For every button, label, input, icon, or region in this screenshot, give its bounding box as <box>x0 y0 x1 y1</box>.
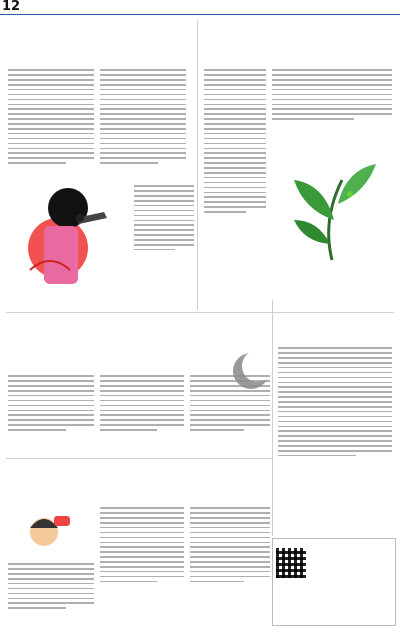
head-scratching-illustration <box>14 510 76 558</box>
article-5-body-col-1 <box>278 344 392 460</box>
article-4-body-col-2 <box>100 504 184 586</box>
article-2-body-col-2 <box>272 66 392 123</box>
section-divider <box>6 458 272 459</box>
qr-code-icon <box>276 548 306 578</box>
article-1-body-col-1 <box>8 66 94 167</box>
singer-illustration <box>10 178 130 296</box>
article-2-body-col-1 <box>204 66 266 216</box>
section-divider <box>6 312 394 313</box>
article-4-body-col-1 <box>8 560 94 612</box>
leaf-plant-illustration <box>272 150 392 270</box>
article-1-body-col-2 <box>100 66 186 167</box>
article-3-body-col-2 <box>100 372 184 434</box>
column-rule <box>197 20 198 310</box>
article-1-body-col-3 <box>134 182 194 254</box>
masthead-bar <box>0 0 400 15</box>
page-number: 12 <box>2 0 21 14</box>
column-rule <box>272 300 273 536</box>
article-3-body-col-1 <box>8 372 94 434</box>
article-3-body-col-3 <box>190 372 270 434</box>
article-4-body-col-3 <box>190 504 270 586</box>
